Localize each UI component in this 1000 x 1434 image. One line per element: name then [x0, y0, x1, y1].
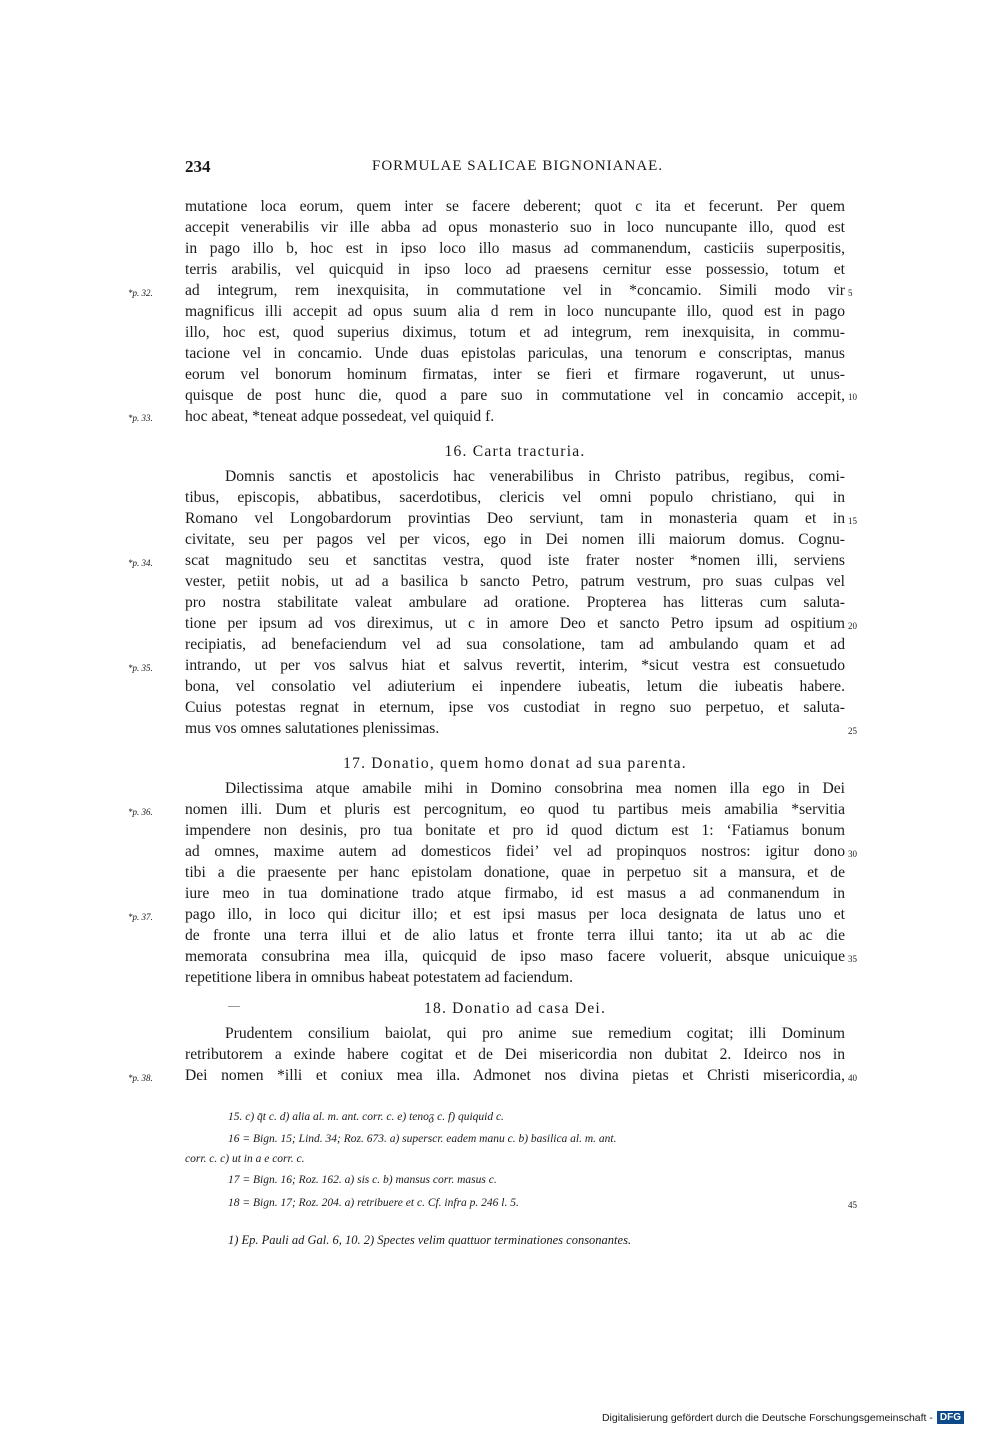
running-title: FORMULAE SALICAE BIGNONIANAE. — [372, 158, 664, 174]
footnote-16-cont: corr. c. c) ut in a e corr. c. — [185, 1153, 305, 1165]
text-line: bona, vel consolatio vel adiuterium ei inpendere iubeatis, letum die iubeatis habere. — [185, 678, 845, 695]
text-line: scat magnitudo seu et sanctitas vestra, quod iste frater noster *nomen illi, serviens — [185, 552, 845, 569]
margin-ref: *p. 37. — [128, 912, 153, 922]
footnote-18: 18 = Bign. 17; Roz. 204. a) retribuere et c. Cf. infra p. 246 l. 5. — [228, 1197, 519, 1209]
line-number: 20 — [848, 621, 857, 631]
line-number: 30 — [848, 849, 857, 859]
text-line: in pago illo b, hoc est in ipso loco illo masus ad commanendum, casticiis superpositis, — [185, 240, 845, 257]
text-line: retributorem a exinde habere cogitat et de Dei misericordia non dubitat 2. Ideirco nos in — [185, 1046, 845, 1063]
text-line: repetitione libera in omnibus habeat potestatem ad faciendum. — [185, 969, 573, 986]
footnote-15: 15. c) q̄t c. d) alia al. m. ant. corr. c. e) tenoᵹ c. f) quiquid c. — [228, 1111, 504, 1123]
text-line: intrando, ut per vos salvus hiat et salvus revertit, interim, *sicut vestra est consuetudo — [185, 657, 845, 674]
line-number: 15 — [848, 516, 857, 526]
text-line: recipiatis, ad benefaciendum vel ad sua consolatione, tam ad ambulando quam et ad — [185, 636, 845, 653]
section-18-heading: 18. Donatio ad casa Dei. — [423, 1000, 607, 1017]
line-number: 10 — [848, 392, 857, 402]
margin-ref: *p. 38. — [128, 1073, 153, 1083]
text-line: Dei nomen *illi et coniux mea illa. Admonet nos divina pietas et Christi misericordia, — [185, 1067, 845, 1084]
text-line: mus vos omnes salutationes plenissimas. — [185, 720, 440, 737]
text-line: memorata consubrina mea illa, quicquid de ipso maso facere voluerit, absque unicuique — [185, 948, 845, 965]
text-line: Domnis sanctis et apostolicis hac venerabilibus in Christo patribus, regibus, comi- — [225, 468, 845, 485]
text-line: terris arabilis, vel quicquid in ipso loco ad praesens cernitur esse possessio, totum et — [185, 261, 845, 278]
text-line: pago illo, in loco qui dicitur illo; et est ipsi masus per loca designata de latus uno et — [185, 906, 845, 923]
text-line: tione per ipsum ad vos direximus, ut c in amore Deo et sancto Petro ipsum ad ospitium — [185, 615, 845, 632]
text-line: impendere non desinis, pro tua bonitate et pro id quod dictum est 1: ‘Fatiamus bonum — [185, 822, 845, 839]
digitization-footer — [602, 1411, 964, 1424]
text-line: pro nostra stabilitate valeat ambulare ad oratione. Propterea has litteras cum saluta- — [185, 594, 845, 611]
text-line: Cuius potestas regnat in eternum, ipse vos custodiat in regno suo perpetuo, et saluta- — [185, 699, 845, 716]
section-17-heading: 17. Donatio, quem homo donat ad sua parenta. — [343, 755, 687, 772]
text-line: de fronte una terra illui et de alio latus et fronte terra illui tanto; ita ut ab ac die — [185, 927, 845, 944]
margin-ref: *p. 36. — [128, 807, 153, 817]
text-line: hoc abeat, *teneat adque possedeat, vel quiquid f. — [185, 408, 495, 425]
footnote-16: 16 = Bign. 15; Lind. 34; Roz. 673. a) superscr. eadem manu c. b) basilica al. m. ant. — [228, 1133, 617, 1145]
text-line: accepit venerabilis vir ille abba ad opus monasterio suo in loco nuncupante illo, quod est — [185, 219, 845, 236]
text-line: vester, petiit nobis, ut ad a basilica b sancto Petro, patrum vestrum, pro suas culpas vel — [185, 573, 845, 590]
line-number: 40 — [848, 1073, 857, 1083]
text-line: Prudentem consilium baiolat, qui pro anime sue remedium cogitat; illi Dominum — [225, 1025, 845, 1042]
dfg-logo: DFG — [937, 1411, 964, 1424]
text-line: ad omnes, maxime autem ad domesticos fidei’ vel ad propinquos nostros: igitur dono — [185, 843, 845, 860]
text-line: mutatione loca eorum, quem inter se facere deberent; quot c ita et fecerunt. Per quem — [185, 198, 845, 215]
line-number: 5 — [848, 288, 853, 298]
text-line: eorum vel bonorum hominum firmatas, inter se fieri et firmare rogaverunt, ut unus- — [185, 366, 845, 383]
text-line: illo, hoc est, quod superius diximus, totum et ad integrum, rem inexquisita, in commu- — [185, 324, 845, 341]
margin-ref: *p. 33. — [128, 413, 153, 423]
footnote-17: 17 = Bign. 16; Roz. 162. a) sis c. b) mansus corr. masus c. — [228, 1174, 497, 1186]
line-number: 35 — [848, 954, 857, 964]
section-16-heading: 16. Carta tracturia. — [444, 443, 586, 460]
text-line: Romano vel Longobardorum provintias Deo serviunt, tam in monasteria quam et in — [185, 510, 845, 527]
text-line: quisque de post hunc die, quod a pare suo in commutatione vel in concamio accepit, — [185, 387, 845, 404]
margin-ref: *p. 35. — [128, 663, 153, 673]
line-number: 25 — [848, 726, 857, 736]
text-line: nomen illi. Dum et pluris est percognitum, eo quod tu partibus meis amabilia *servitia — [185, 801, 845, 818]
text-line: Dilectissima atque amabile mihi in Domino consobrina mea nomen illa ego in Dei — [225, 780, 845, 797]
footnote-notes: 1) Ep. Pauli ad Gal. 6, 10. 2) Spectes velim quattuor terminationes consonantes. — [228, 1233, 632, 1247]
margin-ref: *p. 32. — [128, 288, 153, 298]
footer-text: Digitalisierung gefördert durch die Deutsche Forschungsgemeinschaft - — [601, 1411, 933, 1424]
margin-ref: *p. 34. — [128, 558, 153, 568]
text-line: tacione vel in concamio. Unde duas epistolas pariculas, una tenorum e conscriptas, manus — [185, 345, 845, 362]
text-line: tibus, episcopis, abbatibus, sacerdotibus, clericis vel omni populo christiano, qui in — [185, 489, 845, 506]
text-line: tibi a die praesente per hanc epistolam donatione, quae in perpetuo sit a mansura, et de — [185, 864, 845, 881]
text-line: magnificus illi accepit ad opus suum alia d rem in loco nuncupante illo, quod est in pago — [185, 303, 845, 320]
line-number: 45 — [848, 1200, 857, 1210]
text-line: ad integrum, rem inexquisita, in commutatione vel in *concamio. Simili modo vir — [185, 282, 845, 299]
text-line: civitate, seu per pagos vel per vicos, ego in Dei nomen illi maiorum domus. Cognu- — [185, 531, 845, 548]
page-number: 234 — [185, 157, 211, 176]
text-line: iure meo in tua dominatione trado atque firmabo, id est masus a ad conmanendum in — [185, 885, 845, 902]
